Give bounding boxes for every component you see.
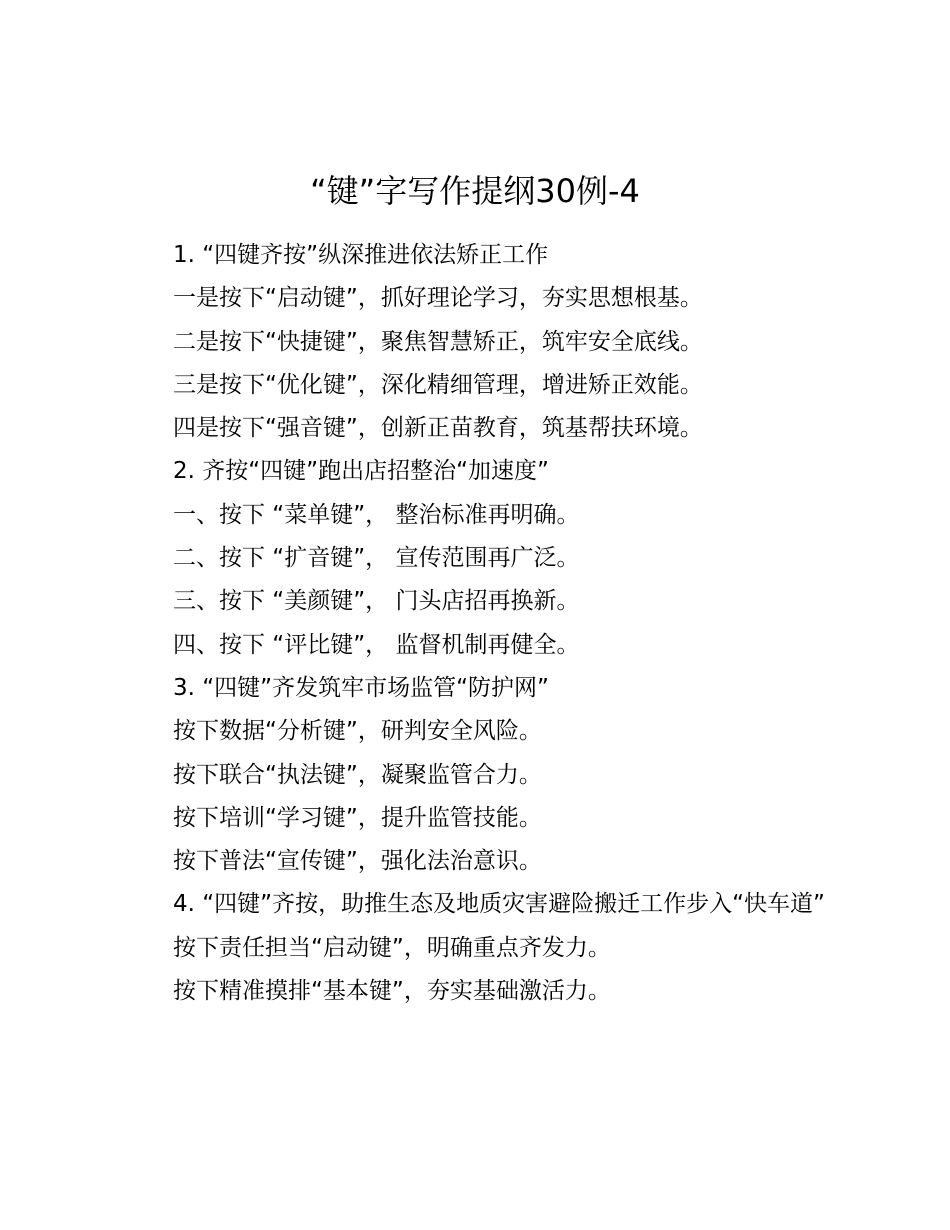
list-item: 三、按下 “美颜键”， 门头店招再换新。 bbox=[173, 588, 580, 615]
list-item: 二是按下“快捷键”，聚焦智慧矫正，筑牢安全底线。 bbox=[173, 328, 703, 355]
list-item: 三是按下“优化键”，深化精细管理，增进矫正效能。 bbox=[173, 371, 703, 398]
list-item: 四是按下“强音键”，创新正苗教育，筑基帮扶环境。 bbox=[173, 415, 703, 442]
list-item: 按下责任担当“启动键”，明确重点齐发力。 bbox=[173, 934, 611, 961]
heading-4: 4. “四键”齐按，助推生态及地质灾害避险搬迁工作步入“快车道” bbox=[173, 891, 825, 918]
list-item: 四、按下 “评比键”， 监督机制再健全。 bbox=[173, 631, 580, 658]
list-item: 一、按下 “菜单键”， 整治标准再明确。 bbox=[173, 501, 580, 528]
heading-3: 3. “四键”齐发筑牢市场监管“防护网” bbox=[173, 674, 549, 701]
heading-2: 2. 齐按“四键”跑出店招整治“加速度” bbox=[173, 458, 549, 485]
heading-1: 1. “四键齐按”纵深推进依法矫正工作 bbox=[173, 242, 549, 268]
list-item: 按下数据“分析键”，研判安全风险。 bbox=[173, 718, 542, 745]
list-item: 按下普法“宣传键”，强化法治意识。 bbox=[173, 848, 542, 875]
list-item: 按下联合“执法键”，凝聚监管合力。 bbox=[173, 761, 542, 788]
document-title: “键”字写作提纲30例-4 bbox=[310, 172, 640, 210]
list-item: 一是按下“启动键”，抓好理论学习，夯实思想根基。 bbox=[173, 285, 703, 312]
list-item: 按下培训“学习键”，提升监管技能。 bbox=[173, 804, 542, 831]
list-item: 按下精准摸排“基本键”，夯实基础激活力。 bbox=[173, 978, 611, 1005]
document-body bbox=[123, 234, 829, 1013]
list-item: 二、按下 “扩音键”， 宣传范围再广泛。 bbox=[173, 545, 580, 572]
